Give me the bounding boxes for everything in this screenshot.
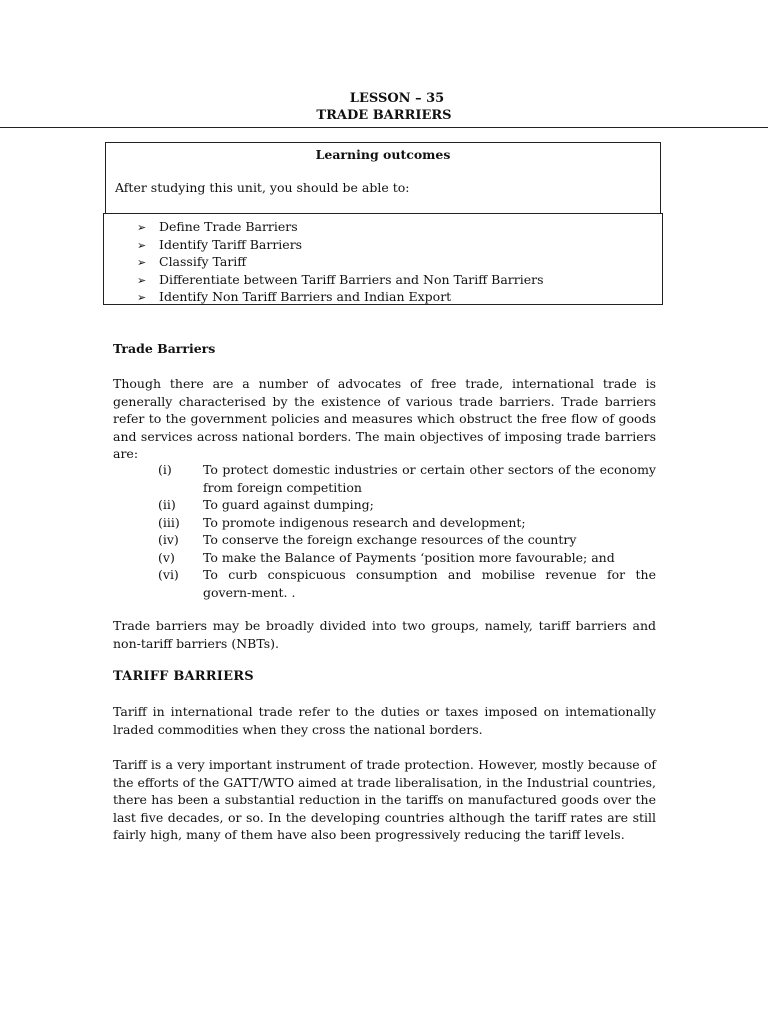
list-item	[158, 514, 656, 532]
arrow-bullet-icon: ➢	[137, 256, 147, 269]
list-item: ➢ Identify Tariff Barriers	[137, 236, 544, 254]
learning-outcomes-intro: After studying this unit, you should be able to:	[115, 180, 410, 195]
list-item	[158, 496, 656, 514]
objective-text: To conserve the foreign exchange resources of the country	[203, 532, 577, 547]
arrow-bullet-icon: ➢	[137, 291, 147, 304]
lesson-number: LESSON – 35	[349, 91, 445, 106]
trade-barriers-groups-paragraph: Trade barriers may be broadly divided into two groups, namely, tariff barriers and non-tariff barriers (NBTs).	[113, 618, 656, 651]
learning-outcomes-box	[105, 142, 661, 214]
objective-number: (iii)	[158, 514, 180, 530]
objective-number: (iv)	[158, 532, 179, 547]
trade-barriers-intro-paragraph: Though there are a number of advocates of free trade, international trade is generally characterised by the existence of various trade barriers. Trade barriers refer to the government policies and measures which obstruct the free flow of goods and services across national borders. The main objectives of imposing trade barriers are:	[113, 376, 656, 461]
tariff-definition-paragraph: Tariff in international trade refer to the duties or taxes imposed on intemationally lraded commodities when they cross the national borders.	[113, 704, 656, 737]
tariff-barriers-heading: TARIFF BARRIERS	[113, 669, 254, 684]
learning-outcomes-title: Learning outcomes	[315, 147, 451, 162]
objective-number: (v)	[158, 549, 175, 565]
lesson-title: TRADE BARRIERS	[316, 108, 452, 123]
objective-number: (vi)	[158, 567, 179, 582]
list-item	[158, 531, 656, 549]
objectives-list	[158, 461, 656, 601]
objective-text: To promote indigenous research and development;	[203, 514, 526, 530]
list-item: ➢ Classify Tariff	[137, 253, 544, 271]
trade-barriers-heading: Trade Barriers	[113, 341, 216, 356]
list-item: ➢ Differentiate between Tariff Barriers and Non Tariff Barriers	[137, 271, 544, 289]
tariff-importance-paragraph: Tariff is a very important instrument of trade protection. However, mostly because of the efforts of the GATT/WTO aimed at trade liberalisation, in the Industrial countries, there has been a substantial reduction in the tariffs on manufactured goods over the last five decades, or so. In the developing countries although the tariff rates are still fairly high, many of them have also been progressively reducing the tariff levels.	[113, 757, 656, 842]
lesson-header	[0, 90, 768, 124]
objective-text: To curb conspicuous consumption and mobilise revenue for the govern-ment. .	[203, 567, 656, 600]
header-rule	[0, 127, 768, 128]
list-item: ➢ Identify Non Tariff Barriers and Indian Export	[137, 288, 544, 306]
learning-outcomes-list	[137, 218, 544, 306]
arrow-bullet-icon: ➢	[137, 238, 147, 252]
list-item	[158, 566, 656, 601]
objective-text: To guard against dumping;	[203, 497, 374, 512]
list-item	[158, 461, 656, 496]
list-item: ➢ Define Trade Barriers	[137, 218, 544, 236]
objective-number: (ii)	[158, 497, 176, 512]
objective-text: To protect domestic industries or certain other sectors of the economy from foreign competition	[203, 462, 656, 495]
list-item	[158, 549, 656, 567]
learning-outcomes-list-box	[103, 213, 663, 305]
objective-number: (i)	[158, 462, 172, 477]
arrow-bullet-icon: ➢	[137, 273, 147, 287]
arrow-bullet-icon: ➢	[137, 221, 147, 234]
objective-text: To make the Balance of Payments ‘position more favourable; and	[203, 549, 615, 565]
